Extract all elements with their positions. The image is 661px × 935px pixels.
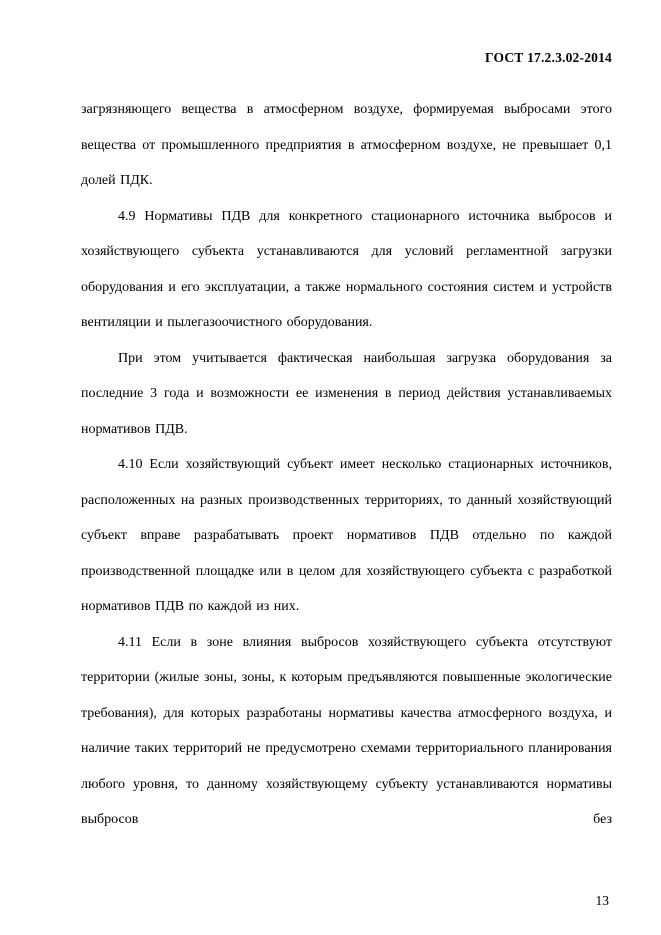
page-number: 13 bbox=[595, 893, 609, 908]
document-body bbox=[81, 92, 612, 838]
paragraph-4-9: 4.9 Нормативы ПДВ для конкретного стационарного источника выбросов и хозяйствующего субъекта устанавливаются для условий регламентной загрузки оборудования и его эксплуатации, а также нормального состояния систем и устройств вентиляции и пылегазоочистного оборудования. bbox=[81, 208, 612, 330]
document-header bbox=[81, 50, 612, 66]
paragraph-4-11: 4.11 Если в зоне влияния выбросов хозяйствующего субъекта отсутствуют территории (жилые зоны, зоны, к которым предъявляются повышенные экологические требования), для которых разработаны нормативы качества атмосферного воздуха, и наличие таких территорий не предусмотрено схемами территориального планирования любого уровня, то данному хозяйствующему субъекту устанавливаются нормативы выбросов без bbox=[81, 634, 612, 827]
paragraph-continuation: загрязняющего вещества в атмосферном воздухе, формируемая выбросами этого вещества от промышленного предприятия в атмосферном воздухе, не превышает 0,1 долей ПДК. bbox=[81, 102, 612, 188]
paragraph-note: При этом учитывается фактическая наибольшая загрузка оборудования за последние 3 года и возможности ее изменения в период действия устанавливаемых нормативов ПДВ. bbox=[81, 350, 612, 437]
paragraph-4-10: 4.10 Если хозяйствующий субъект имеет несколько стационарных источников, расположенных на разных производственных территориях, то данный хозяйствующий субъект вправе разрабатывать проект нормативов ПДВ отдельно по каждой производственной площадке или в целом для хозяйствующего субъекта с разработкой нормативов ПДВ по каждой из них. bbox=[81, 457, 612, 614]
doc-code: ГОСТ 17.2.3.02-2014 bbox=[485, 50, 612, 65]
